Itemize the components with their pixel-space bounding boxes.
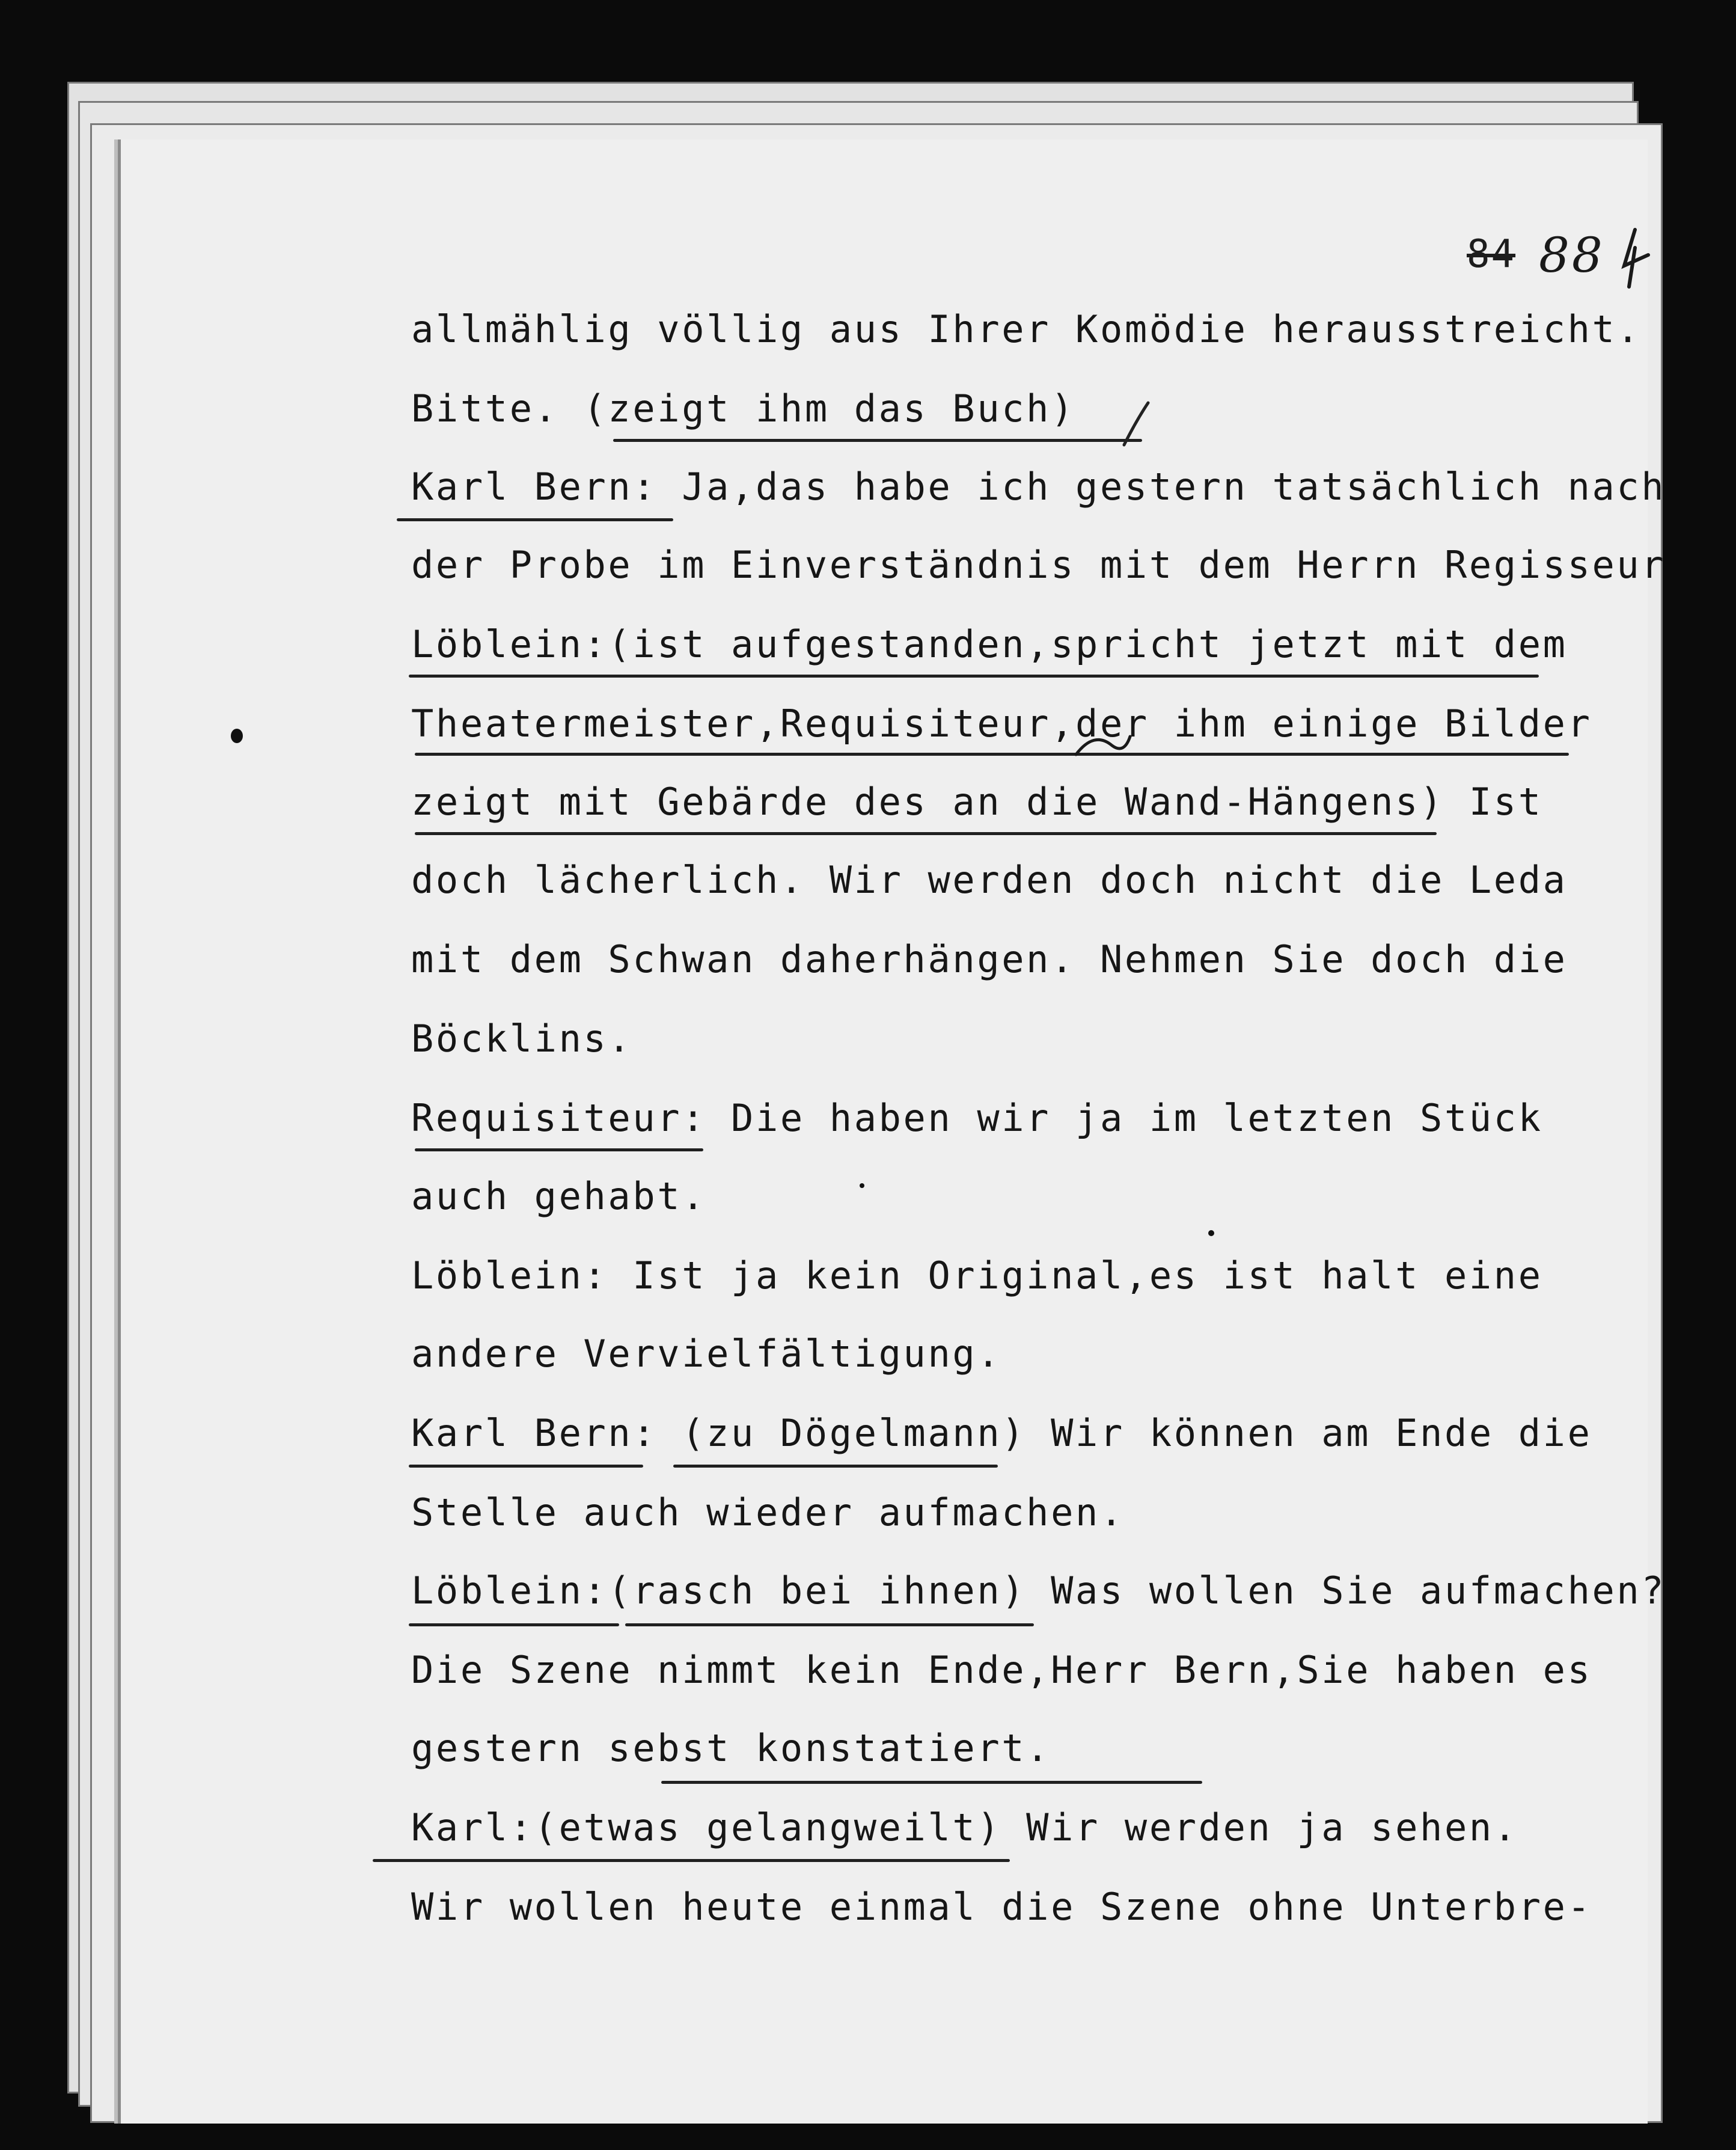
handwritten-underline [373,1859,1010,1862]
handwritten-underline [397,518,673,521]
text-line: Theatermeister,Requisiteur,der ihm einige Bilder [411,702,1592,746]
text-line: Stelle auch wieder aufmachen. [411,1490,1125,1534]
text-line: Löblein:(rasch bei ihnen) Was wollen Sie aufmachen? [411,1569,1666,1612]
text-line: doch lächerlich. Wir werden doch nicht die Leda [411,858,1568,902]
page-number-struck: 84 [1467,232,1516,277]
handwritten-underline [415,753,1569,756]
text-line: Böcklins. [411,1017,633,1061]
text-line: andere Vervielfältigung. [411,1332,1002,1376]
text-line: der Probe im Einverständnis mit dem Herrn Regisseur [411,543,1666,587]
text-line: Karl Bern: Ja,das habe ich gestern tatsächlich nach [411,465,1666,509]
text-line: Löblein:(ist aufgestanden,spricht jetzt mit dem [411,622,1568,666]
text-line: Karl Bern: (zu Dögelmann) Wir können am Ende die [411,1411,1592,1455]
handwritten-underline [613,439,1142,442]
handwritten-underline [409,675,1539,678]
text-line: Die Szene nimmt kein Ende,Herr Bern,Sie haben es [411,1648,1592,1692]
text-line: Requisiteur: Die haben wir ja im letzten Stück [411,1096,1543,1140]
handwritten-underline [625,1623,1034,1626]
ink-dot [1208,1230,1214,1236]
handwritten-tick-icon [1118,397,1154,451]
text-line: auch gehabt. [411,1174,707,1218]
ink-dot [860,1183,864,1188]
handwritten-underline [661,1781,1202,1784]
handwritten-underline [409,1465,643,1468]
text-line: Bitte. (zeigt ihm das Buch) [411,387,1076,430]
page-number-handwritten: 88 [1539,227,1605,283]
handwritten-underline [415,832,1437,835]
text-line: zeigt mit Gebärde des an die Wand-Hängens) Ist [411,780,1543,824]
handwritten-underline [415,1148,703,1151]
handwritten-underline [409,1623,619,1626]
ink-dot [231,729,243,743]
handwritten-correction-icon [1070,718,1136,773]
text-line: Löblein: Ist ja kein Original,es ist halt eine [411,1254,1543,1297]
text-line: gestern sebst konstatiert. [411,1726,1051,1770]
text-line: Karl:(etwas gelangweilt) Wir werden ja sehen. [411,1805,1518,1849]
text-line: mit dem Schwan daherhängen. Nehmen Sie doch die [411,937,1568,981]
handwritten-underline [673,1465,998,1468]
text-line: allmählig völlig aus Ihrer Komödie herausstreicht. [411,307,1642,351]
text-line: Wir wollen heute einmal die Szene ohne Unterbre- [411,1885,1592,1929]
